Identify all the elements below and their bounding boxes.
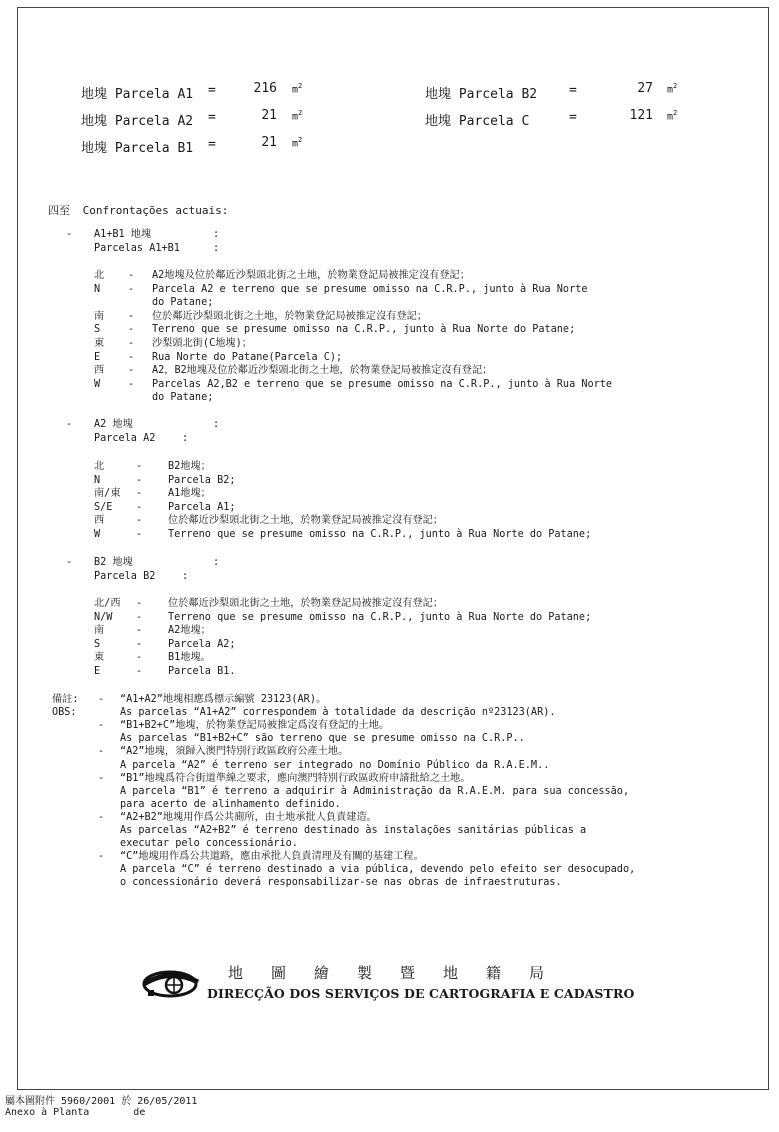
direction-text: Rua Norte do Patane(Parcela C); xyxy=(152,351,343,363)
direction-text: A2，B2地塊及位於鄰近沙梨頭北街之土地，於物業登記局被推定沒有登記； xyxy=(152,365,493,377)
group-head-pt: Parcela A2 xyxy=(94,433,156,444)
direction-key: W xyxy=(94,529,101,540)
direction-text: A2地塊及位於鄰近沙梨頭北街之土地，於物業登記局被推定沒有登記； xyxy=(152,270,470,281)
footer-line-2-a: Anexo à Planta xyxy=(5,1107,90,1118)
area-equals: = xyxy=(208,110,216,125)
direction-key: 西 xyxy=(94,365,105,377)
logo-name-cn: 地圖繪製暨地籍局 xyxy=(228,964,573,982)
direction-dash: - xyxy=(136,488,143,500)
area-equals: = xyxy=(208,137,216,152)
area-unit-base: m xyxy=(667,111,674,123)
area-value: 216 xyxy=(253,81,277,96)
area-unit xyxy=(292,109,302,122)
direction-key: 西 xyxy=(94,515,105,527)
notes-label-pt: OBS: xyxy=(52,707,77,718)
direction-dash: - xyxy=(136,638,143,650)
area-value: 27 xyxy=(637,81,653,96)
direction-text: Terreno que se presume omisso na C.R.P., junto à Rua Norte do Patane; xyxy=(168,611,592,623)
group-colon: : xyxy=(182,433,189,444)
area-equals: = xyxy=(208,83,216,98)
direction-key: E xyxy=(94,351,101,363)
group-head-pt: Parcelas A1+B1 xyxy=(94,243,180,254)
direction-text: A1地塊； xyxy=(168,488,211,500)
confrontacoes-heading xyxy=(48,202,228,218)
direction-dash: - xyxy=(128,270,135,281)
note-dash: - xyxy=(98,851,105,863)
direction-dash: - xyxy=(136,625,143,637)
direction-text: Parcela A2 e terreno que se presume omisso na C.R.P., junto à Rua Norte xyxy=(152,283,588,295)
note-dash: - xyxy=(98,772,105,784)
note-text: executar pelo concessionário. xyxy=(120,838,298,850)
direction-key: 南/東 xyxy=(94,488,121,500)
note-text: As parcelas “A1+A2” correspondem à totalidade da descrição nº23123(AR). xyxy=(120,707,556,719)
area-unit-exponent: 2 xyxy=(298,109,303,117)
direction-text: 沙梨頭北街(C地塊)； xyxy=(152,338,252,349)
area-label: 地塊 Parcela B1 xyxy=(81,141,194,156)
document-frame xyxy=(17,7,769,1090)
direction-text: Parcela B1. xyxy=(168,666,236,677)
direction-text: 位於鄰近沙梨頭北街之土地，於物業登記局被推定沒有登記； xyxy=(152,310,428,322)
direction-dash: - xyxy=(128,365,135,377)
direction-dash: - xyxy=(128,338,135,349)
direction-key: 北 xyxy=(94,270,105,281)
direction-text: Terreno que se presume omisso na C.R.P., junto à Rua Norte do Patane; xyxy=(152,324,576,336)
direction-key: N xyxy=(94,474,101,486)
area-unit-base: m xyxy=(292,111,299,123)
direction-key: 東 xyxy=(94,338,105,349)
area-unit-base: m xyxy=(667,84,674,96)
area-unit xyxy=(292,82,302,95)
direction-text: B1地塊。 xyxy=(168,652,211,664)
group-colon: : xyxy=(213,229,220,240)
group-head-cn: A2 地塊 xyxy=(94,419,133,430)
area-unit-exponent: 2 xyxy=(298,82,303,90)
group-colon: : xyxy=(182,571,189,582)
direction-dash: - xyxy=(128,324,135,336)
group-dash: - xyxy=(66,557,73,568)
group-head-cn: A1+B1 地塊 xyxy=(94,229,152,240)
direction-text: Parcela A2; xyxy=(168,638,236,650)
direction-dash: - xyxy=(128,283,135,295)
direction-key: N xyxy=(94,283,101,295)
direction-key: S xyxy=(94,638,101,650)
direction-key: E xyxy=(94,666,101,677)
group-colon: : xyxy=(213,557,220,568)
group-dash: - xyxy=(66,419,73,430)
area-unit-exponent: 2 xyxy=(673,82,678,90)
area-equals: = xyxy=(569,110,577,125)
area-unit-base: m xyxy=(292,138,299,150)
area-label: 地塊 Parcela C xyxy=(425,114,530,129)
direction-text: do Patane; xyxy=(152,297,214,309)
area-unit-exponent: 2 xyxy=(298,136,303,144)
direction-text: B2地塊； xyxy=(168,461,211,472)
direction-dash: - xyxy=(136,501,143,513)
logo-name-pt: DIRECÇÃO DOS SERVIÇOS DE CARTOGRAFIA E CADASTRO xyxy=(207,986,635,1001)
direction-key: N/W xyxy=(94,611,113,623)
direction-key: W xyxy=(94,378,101,390)
note-dash: - xyxy=(98,694,105,705)
direction-text: A2地塊； xyxy=(168,625,211,637)
note-text: A parcela “B1” é terreno a adquirir à Administração da R.A.E.M. para sua concessão, xyxy=(120,785,630,797)
area-equals: = xyxy=(569,83,577,98)
area-label: 地塊 Parcela A2 xyxy=(81,114,194,129)
group-head-pt: Parcela B2 xyxy=(94,571,156,582)
group-colon: : xyxy=(213,419,220,430)
note-text: As parcelas “B1+B2+C” são terreno que se presume omisso na C.R.P.. xyxy=(120,733,525,745)
note-text: As parcelas “A2+B2” é terreno destinado às instalações sanitárias públicas a xyxy=(120,825,587,836)
footer-line-2-b: de xyxy=(133,1107,146,1118)
direction-dash: - xyxy=(136,474,143,486)
area-label: 地塊 Parcela A1 xyxy=(81,87,194,102)
direction-key: 北 xyxy=(94,461,105,472)
direction-dash: - xyxy=(136,515,143,527)
direction-dash: - xyxy=(136,652,143,664)
area-unit-base: m xyxy=(292,84,299,96)
note-dash: - xyxy=(98,811,105,823)
group-colon: : xyxy=(213,243,220,254)
direction-dash: - xyxy=(136,529,143,540)
notes-label-cn: 備註: xyxy=(52,694,79,705)
direction-text: Parcela B2; xyxy=(168,474,236,486)
note-text: “A1+A2”地塊相應爲標示編號 23123(AR)。 xyxy=(120,694,327,705)
direction-text: 位於鄰近沙梨頭北街之土地，於物業登記局被推定沒有登記； xyxy=(168,598,444,609)
direction-dash: - xyxy=(136,598,143,609)
note-dash: - xyxy=(98,720,105,732)
note-text: o concessionário deverá responsabilizar-se nas obras de infraestruturas. xyxy=(120,877,562,889)
direction-text: do Patane; xyxy=(152,392,214,404)
dscc-emblem-icon xyxy=(140,964,204,1004)
confrontacoes-prefix: 四至 xyxy=(48,204,70,217)
note-text: “B1+B2+C”地塊，於物業登記局被推定爲沒有登記的土地。 xyxy=(120,720,390,732)
area-unit-exponent: 2 xyxy=(673,109,678,117)
direction-key: 北/西 xyxy=(94,598,121,609)
footer-line-1: 屬本圖附件 5960/2001 於 26/05/2011 xyxy=(5,1096,198,1107)
area-unit xyxy=(667,82,677,95)
note-text: “A2”地塊，須歸入澳門特別行政區政府公產土地。 xyxy=(120,746,349,758)
group-dash: - xyxy=(66,229,73,240)
direction-key: 東 xyxy=(94,652,105,664)
direction-dash: - xyxy=(136,611,143,623)
direction-key: S xyxy=(94,324,101,336)
direction-text: 位於鄰近沙梨頭北街之土地，於物業登記局被推定沒有登記； xyxy=(168,515,444,527)
note-dash: - xyxy=(98,746,105,758)
note-text: para acerto de alinhamento definido. xyxy=(120,798,341,810)
area-label: 地塊 Parcela B2 xyxy=(425,87,538,102)
area-value: 21 xyxy=(261,135,277,150)
note-text: A parcela “A2” é terreno ser integrado no Domínio Público da R.A.E.M.. xyxy=(120,759,550,771)
footer-line-2 xyxy=(5,1107,145,1118)
direction-key: 南 xyxy=(94,625,105,637)
area-value: 21 xyxy=(261,108,277,123)
area-unit xyxy=(667,109,677,122)
direction-dash: - xyxy=(128,310,135,322)
direction-dash: - xyxy=(136,666,143,677)
confrontacoes-title: Confrontações actuais: xyxy=(82,204,229,217)
direction-dash: - xyxy=(128,351,135,363)
direction-dash: - xyxy=(136,461,143,472)
note-text: “B1”地塊爲符合街道準線之要求，應向澳門特別行政區政府申請批給之土地。 xyxy=(120,772,471,784)
direction-key: S/E xyxy=(94,501,113,513)
note-text: “A2+B2”地塊用作爲公共廁所，由土地承批人負責建造。 xyxy=(120,811,377,823)
note-text: “C”地塊用作爲公共道路，應由承批人負責清理及有關的基建工程。 xyxy=(120,851,424,863)
direction-text: Terreno que se presume omisso na C.R.P., junto à Rua Norte do Patane; xyxy=(168,529,592,540)
direction-text: Parcelas A2,B2 e terreno que se presume omisso na C.R.P., junto à Rua Norte xyxy=(152,378,613,390)
direction-text: Parcela A1; xyxy=(168,501,236,513)
note-text: A parcela “C” é terreno destinado a via pública, devendo pelo efeito ser desocupado, xyxy=(120,864,636,876)
direction-key: 南 xyxy=(94,310,105,322)
area-unit xyxy=(292,136,302,149)
group-head-cn: B2 地塊 xyxy=(94,557,133,568)
direction-dash: - xyxy=(128,378,135,390)
area-value: 121 xyxy=(629,108,653,123)
